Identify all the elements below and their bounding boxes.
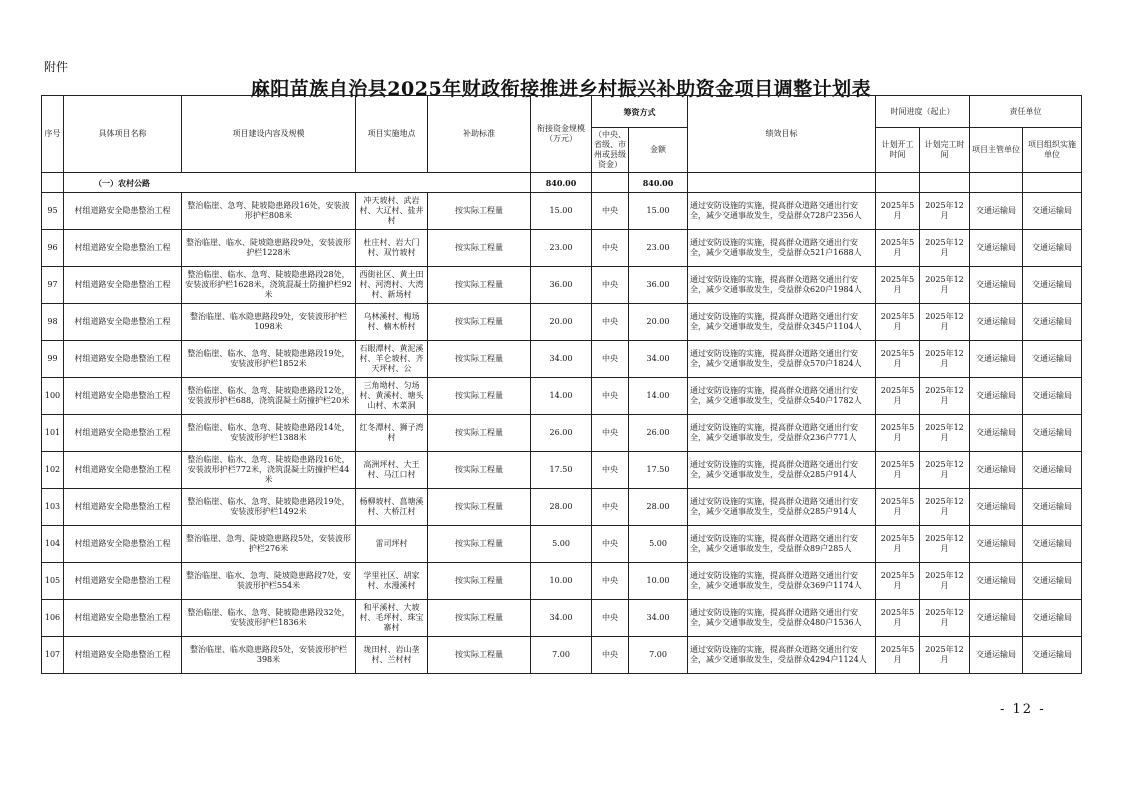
cell-goal: 通过安防设施的实施，提高群众道路交通出行安全，减少交通事故发生，受益群众540户1782人 [688, 378, 876, 415]
cell-goal: 通过安防设施的实施，提高群众道路交通出行安全，减少交通事故发生，受益群众728户2356人 [688, 193, 876, 230]
cell-scale: 14.00 [531, 378, 592, 415]
header-end: 计划完工时间 [920, 128, 970, 173]
cell-scale: 15.00 [531, 193, 592, 230]
cell-source: 中央 [592, 267, 629, 304]
cell-amount: 17.50 [629, 452, 688, 489]
cell-resp-org: 交通运输局 [1023, 378, 1082, 415]
cell-end: 2025年12月 [920, 637, 970, 674]
table-row [42, 415, 1082, 452]
cell-resp-main: 交通运输局 [970, 452, 1023, 489]
cell-end: 2025年12月 [920, 526, 970, 563]
cell-start: 2025年5月 [876, 267, 920, 304]
cell-resp-org: 交通运输局 [1023, 341, 1082, 378]
cell-resp-main: 交通运输局 [970, 341, 1023, 378]
cell-resp-main: 交通运输局 [970, 637, 1023, 674]
cell-seq: 102 [42, 452, 64, 489]
cell-content: 整治临崖、临水、急弯、陡坡隐患路段14处，安装波形护栏1388米 [182, 415, 356, 452]
cell-source: 中央 [592, 304, 629, 341]
cell-seq: 98 [42, 304, 64, 341]
cell-location: 杜庄村、岩大门村、双竹坡村 [356, 230, 428, 267]
cell-content: 整治临崖、临水隐患路段5处，安装波形护栏398米 [182, 637, 356, 674]
cell-standard: 按实际工程量 [428, 267, 531, 304]
cell-goal: 通过安防设施的实施，提高群众道路交通出行安全，减少交通事故发生，受益群众369户1174人 [688, 563, 876, 600]
header-funding-amount: 金额 [629, 128, 688, 173]
cell-resp-org: 交通运输局 [1023, 600, 1082, 637]
page-number: - 12 - [1000, 702, 1046, 717]
table-row [42, 526, 1082, 563]
table-row [42, 489, 1082, 526]
cell-resp-main: 交通运输局 [970, 489, 1023, 526]
cell-end: 2025年12月 [920, 378, 970, 415]
cell-seq: 103 [42, 489, 64, 526]
header-funding: 筹资方式 [592, 96, 688, 128]
cell-location: 红冬潭村、狮子湾村 [356, 415, 428, 452]
cell-goal: 通过安防设施的实施，提高群众道路交通出行安全，减少交通事故发生，受益群众345户1104人 [688, 304, 876, 341]
cell-seq: 95 [42, 193, 64, 230]
cell-name: 村组道路安全隐患整治工程 [64, 304, 182, 341]
cell-resp-org: 交通运输局 [1023, 489, 1082, 526]
cell-content: 整治临崖、临水、急弯、陡坡隐患路段32处，安装波形护栏1836米 [182, 600, 356, 637]
cell-name: 村组道路安全隐患整治工程 [64, 193, 182, 230]
cell-content: 整治临崖、临水、急弯、陡坡隐患路段19处，安装波形护栏1852米 [182, 341, 356, 378]
cell-content: 整治临崖、急弯、陡坡隐患路段16处，安装波形护栏808米 [182, 193, 356, 230]
cell-content: 整治临崖、临水、急弯、陡坡隐患路段19处，安装波形护栏1492米 [182, 489, 356, 526]
cell-seq: 107 [42, 637, 64, 674]
cell-amount: 34.00 [629, 600, 688, 637]
cell-amount: 28.00 [629, 489, 688, 526]
cell-scale: 23.00 [531, 230, 592, 267]
cell-name: 村组道路安全隐患整治工程 [64, 600, 182, 637]
cell-scale: 34.00 [531, 341, 592, 378]
cell-source: 中央 [592, 563, 629, 600]
cell-amount: 34.00 [629, 341, 688, 378]
cell-seq: 97 [42, 267, 64, 304]
cell-standard: 按实际工程量 [428, 230, 531, 267]
cell-location: 垅田村、岩山垄村、兰村村 [356, 637, 428, 674]
attachment-label: 附件 [44, 60, 69, 74]
cell-end: 2025年12月 [920, 452, 970, 489]
cell-start: 2025年5月 [876, 230, 920, 267]
section-label: （一）农村公路 [64, 173, 531, 193]
cell-location: 和平溪村、大坡村、毛坪村、珠宝寨村 [356, 600, 428, 637]
cell-start: 2025年5月 [876, 415, 920, 452]
cell-source: 中央 [592, 600, 629, 637]
cell-start: 2025年5月 [876, 489, 920, 526]
table-row [42, 304, 1082, 341]
cell-standard: 按实际工程量 [428, 600, 531, 637]
cell-name: 村组道路安全隐患整治工程 [64, 230, 182, 267]
header-start: 计划开工时间 [876, 128, 920, 173]
cell-standard: 按实际工程量 [428, 341, 531, 378]
cell-name: 村组道路安全隐患整治工程 [64, 526, 182, 563]
cell-resp-org: 交通运输局 [1023, 526, 1082, 563]
cell-location: 高洲坪村、大王村、马江口村 [356, 452, 428, 489]
cell-source: 中央 [592, 193, 629, 230]
cell-start: 2025年5月 [876, 563, 920, 600]
cell-source: 中央 [592, 489, 629, 526]
cell-scale: 36.00 [531, 267, 592, 304]
cell-end: 2025年12月 [920, 341, 970, 378]
cell-name: 村组道路安全隐患整治工程 [64, 637, 182, 674]
cell-content: 整治临崖、临水、急弯、陡坡隐患路段16处，安装波形护栏772米，浇筑混凝土防撞护栏44米 [182, 452, 356, 489]
project-table [41, 95, 1082, 674]
header-resp-main: 项目主管单位 [970, 128, 1023, 173]
cell-goal: 通过安防设施的实施，提高群众道路交通出行安全，减少交通事故发生，受益群众236户771人 [688, 415, 876, 452]
header-scale: 衔接资金规模（万元） [531, 96, 592, 173]
cell-resp-main: 交通运输局 [970, 304, 1023, 341]
cell-start: 2025年5月 [876, 341, 920, 378]
table-row [42, 230, 1082, 267]
section-row [42, 173, 1082, 193]
cell-location: 冲天坡村、武岩村、大辽村、盐井村 [356, 193, 428, 230]
cell-end: 2025年12月 [920, 563, 970, 600]
cell-resp-main: 交通运输局 [970, 230, 1023, 267]
cell-start: 2025年5月 [876, 526, 920, 563]
section-scale: 840.00 [531, 173, 592, 193]
cell-amount: 15.00 [629, 193, 688, 230]
document-title: 麻阳苗族自治县2025年财政衔接推进乡村振兴补助资金项目调整计划表 [250, 78, 872, 100]
cell-name: 村组道路安全隐患整治工程 [64, 267, 182, 304]
cell-end: 2025年12月 [920, 304, 970, 341]
table-row [42, 637, 1082, 674]
table-row [42, 193, 1082, 230]
cell-resp-main: 交通运输局 [970, 378, 1023, 415]
cell-scale: 20.00 [531, 304, 592, 341]
cell-location: 杨柳坡村、菖塘溪村、大桥江村 [356, 489, 428, 526]
cell-location: 石眼潭村、黄泥溪村、羊仑坡村、齐天坪村、公 [356, 341, 428, 378]
cell-resp-org: 交通运输局 [1023, 637, 1082, 674]
cell-location: 学里社区、胡家村、水漫溪村 [356, 563, 428, 600]
cell-seq: 101 [42, 415, 64, 452]
cell-end: 2025年12月 [920, 415, 970, 452]
cell-location: 雷司坪村 [356, 526, 428, 563]
cell-standard: 按实际工程量 [428, 489, 531, 526]
cell-seq: 99 [42, 341, 64, 378]
cell-content: 整治临崖、急弯、陡坡隐患路段5处，安装波形护栏276米 [182, 526, 356, 563]
cell-standard: 按实际工程量 [428, 193, 531, 230]
cell-start: 2025年5月 [876, 452, 920, 489]
table-row [42, 563, 1082, 600]
cell-amount: 10.00 [629, 563, 688, 600]
cell-resp-main: 交通运输局 [970, 563, 1023, 600]
cell-resp-main: 交通运输局 [970, 526, 1023, 563]
cell-scale: 28.00 [531, 489, 592, 526]
cell-scale: 17.50 [531, 452, 592, 489]
cell-location: 西街社区、黄土田村、河湾村、大湾村、新场村 [356, 267, 428, 304]
cell-standard: 按实际工程量 [428, 304, 531, 341]
cell-end: 2025年12月 [920, 230, 970, 267]
table-row [42, 341, 1082, 378]
cell-seq: 104 [42, 526, 64, 563]
header-standard: 补助标准 [428, 96, 531, 173]
cell-goal: 通过安防设施的实施，提高群众道路交通出行安全，减少交通事故发生，受益群众285户914人 [688, 452, 876, 489]
cell-resp-main: 交通运输局 [970, 267, 1023, 304]
cell-standard: 按实际工程量 [428, 637, 531, 674]
table-row [42, 600, 1082, 637]
header-row-1 [42, 96, 1082, 128]
section-amount: 840.00 [629, 173, 688, 193]
cell-source: 中央 [592, 526, 629, 563]
table-row [42, 267, 1082, 304]
cell-content: 整治临崖、临水、陡坡隐患路段9处，安装波形护栏1228米 [182, 230, 356, 267]
cell-end: 2025年12月 [920, 267, 970, 304]
cell-standard: 按实际工程量 [428, 378, 531, 415]
cell-source: 中央 [592, 415, 629, 452]
cell-location: 乌林溪村、梅场村、楠木桥村 [356, 304, 428, 341]
cell-amount: 26.00 [629, 415, 688, 452]
cell-start: 2025年5月 [876, 193, 920, 230]
cell-resp-main: 交通运输局 [970, 415, 1023, 452]
cell-seq: 96 [42, 230, 64, 267]
cell-resp-main: 交通运输局 [970, 600, 1023, 637]
cell-name: 村组道路安全隐患整治工程 [64, 489, 182, 526]
cell-amount: 5.00 [629, 526, 688, 563]
cell-goal: 通过安防设施的实施，提高群众道路交通出行安全，减少交通事故发生，受益群众285户914人 [688, 489, 876, 526]
cell-goal: 通过安防设施的实施，提高群众道路交通出行安全，减少交通事故发生，受益群众4294户1124人 [688, 637, 876, 674]
cell-name: 村组道路安全隐患整治工程 [64, 341, 182, 378]
table-row [42, 378, 1082, 415]
cell-amount: 14.00 [629, 378, 688, 415]
cell-resp-org: 交通运输局 [1023, 193, 1082, 230]
cell-goal: 通过安防设施的实施，提高群众道路交通出行安全，减少交通事故发生，受益群众521户1688人 [688, 230, 876, 267]
cell-resp-org: 交通运输局 [1023, 304, 1082, 341]
cell-scale: 34.00 [531, 600, 592, 637]
cell-standard: 按实际工程量 [428, 526, 531, 563]
cell-resp-org: 交通运输局 [1023, 230, 1082, 267]
cell-start: 2025年5月 [876, 304, 920, 341]
cell-source: 中央 [592, 341, 629, 378]
header-resp: 责任单位 [970, 96, 1082, 128]
header-goal: 绩效目标 [688, 96, 876, 173]
cell-seq: 100 [42, 378, 64, 415]
cell-amount: 20.00 [629, 304, 688, 341]
header-resp-org: 项目组织实施单位 [1023, 128, 1082, 173]
cell-content: 整治临崖、临水、急弯、陡坡隐患路段7处，安装波形护栏554米 [182, 563, 356, 600]
cell-amount: 7.00 [629, 637, 688, 674]
cell-goal: 通过安防设施的实施，提高群众道路交通出行安全，减少交通事故发生，受益群众620户1984人 [688, 267, 876, 304]
cell-end: 2025年12月 [920, 489, 970, 526]
cell-source: 中央 [592, 378, 629, 415]
cell-resp-org: 交通运输局 [1023, 415, 1082, 452]
cell-name: 村组道路安全隐患整治工程 [64, 415, 182, 452]
cell-start: 2025年5月 [876, 378, 920, 415]
header-time: 时间进度（起止） [876, 96, 970, 128]
cell-content: 整治临崖、临水、急弯、陡坡隐患路段12处，安装波形护栏688，浇筑混凝土防撞护栏20米 [182, 378, 356, 415]
cell-goal: 通过安防设施的实施，提高群众道路交通出行安全，减少交通事故发生，受益群众570户1824人 [688, 341, 876, 378]
header-seq: 序号 [42, 96, 64, 173]
cell-name: 村组道路安全隐患整治工程 [64, 563, 182, 600]
cell-seq: 105 [42, 563, 64, 600]
cell-start: 2025年5月 [876, 600, 920, 637]
cell-content: 整治临崖、临水隐患路段9处，安装波形护栏1098米 [182, 304, 356, 341]
cell-standard: 按实际工程量 [428, 563, 531, 600]
cell-goal: 通过安防设施的实施，提高群众道路交通出行安全，减少交通事故发生，受益群众89户285人 [688, 526, 876, 563]
cell-scale: 26.00 [531, 415, 592, 452]
cell-scale: 5.00 [531, 526, 592, 563]
cell-resp-main: 交通运输局 [970, 193, 1023, 230]
cell-resp-org: 交通运输局 [1023, 563, 1082, 600]
cell-resp-org: 交通运输局 [1023, 452, 1082, 489]
cell-source: 中央 [592, 637, 629, 674]
table-row [42, 452, 1082, 489]
header-name: 具体项目名称 [64, 96, 182, 173]
header-funding-source: （中央、省级、市州或县级资金） [592, 128, 629, 173]
cell-amount: 36.00 [629, 267, 688, 304]
cell-standard: 按实际工程量 [428, 452, 531, 489]
header-location: 项目实施地点 [356, 96, 428, 173]
cell-location: 三角坳村、匀场村、黄溪村、塘头山村、木菜洞 [356, 378, 428, 415]
cell-source: 中央 [592, 452, 629, 489]
cell-start: 2025年5月 [876, 637, 920, 674]
header-content: 项目建设内容及规模 [182, 96, 356, 173]
cell-resp-org: 交通运输局 [1023, 267, 1082, 304]
cell-standard: 按实际工程量 [428, 415, 531, 452]
cell-name: 村组道路安全隐患整治工程 [64, 378, 182, 415]
cell-scale: 10.00 [531, 563, 592, 600]
cell-name: 村组道路安全隐患整治工程 [64, 452, 182, 489]
cell-source: 中央 [592, 230, 629, 267]
cell-end: 2025年12月 [920, 600, 970, 637]
cell-content: 整治临崖、临水、急弯、陡坡隐患路段28处，安装波形护栏1628米，浇筑混凝土防撞护栏92米 [182, 267, 356, 304]
cell-goal: 通过安防设施的实施，提高群众道路交通出行安全，减少交通事故发生，受益群众480户1536人 [688, 600, 876, 637]
cell-end: 2025年12月 [920, 193, 970, 230]
cell-scale: 7.00 [531, 637, 592, 674]
cell-seq: 106 [42, 600, 64, 637]
cell-amount: 23.00 [629, 230, 688, 267]
